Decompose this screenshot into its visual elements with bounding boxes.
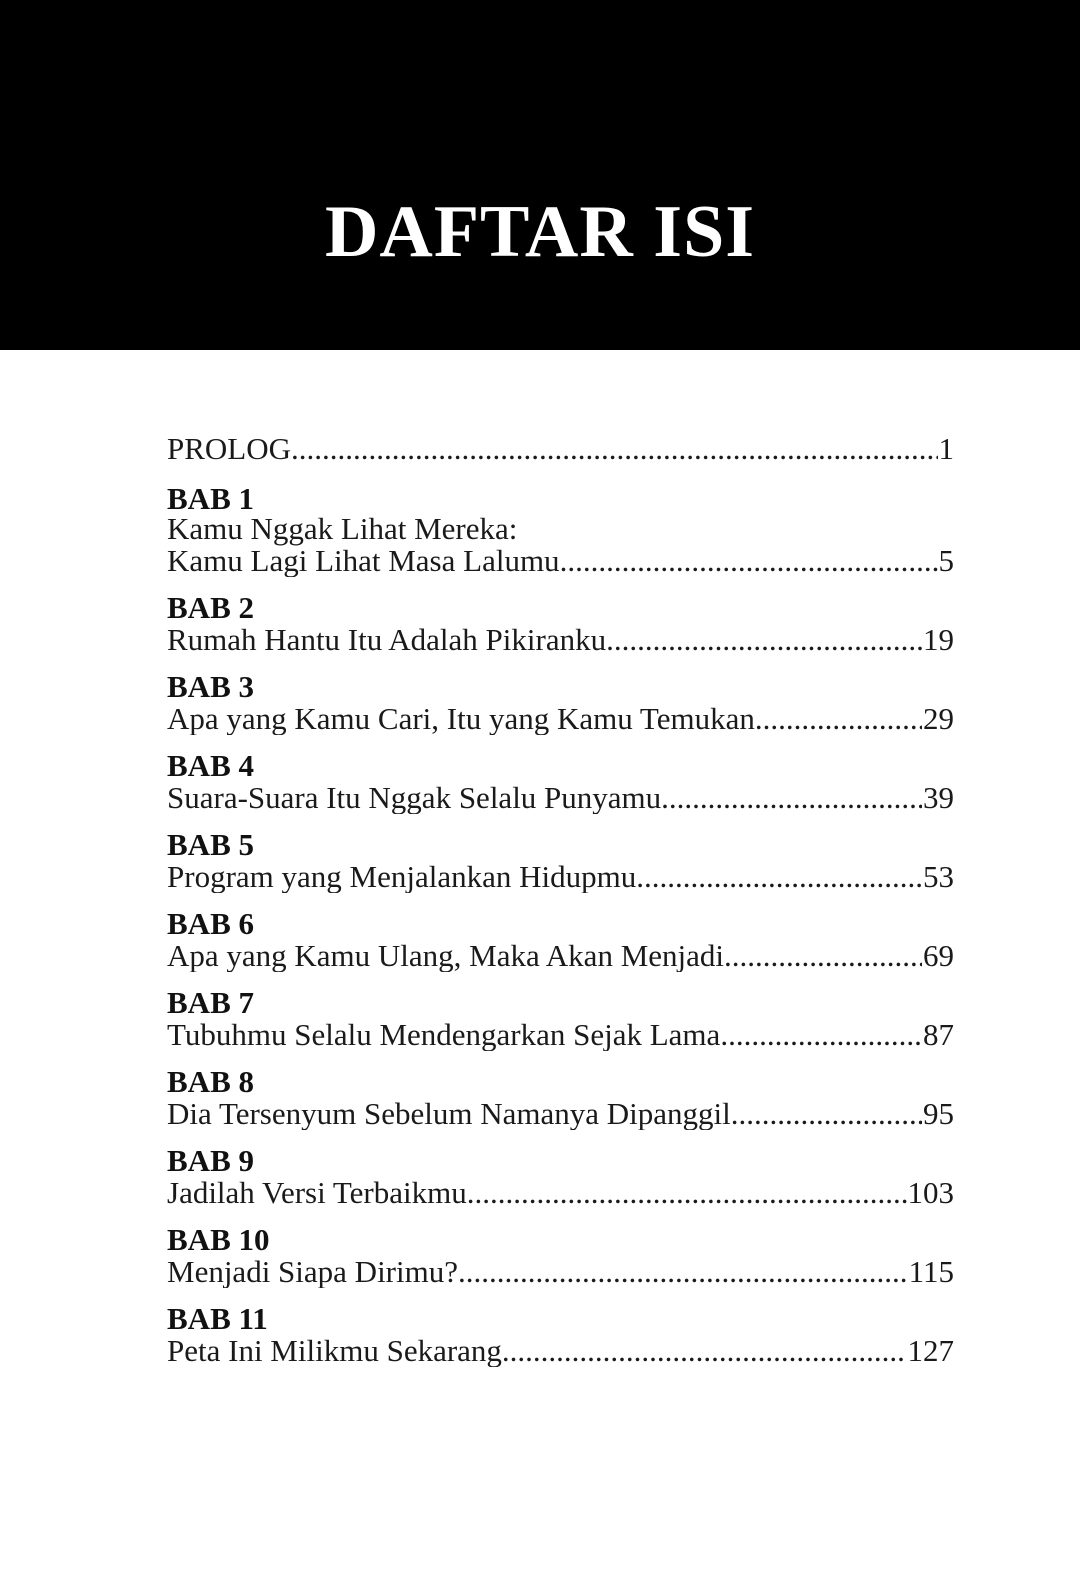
toc-entry-title: Tubuhmu Selalu Mendengarkan Sejak Lama bbox=[167, 1018, 721, 1051]
toc-entry-line bbox=[167, 544, 954, 577]
toc-page-number: 53 bbox=[923, 860, 954, 893]
toc-entry-line bbox=[167, 860, 954, 893]
chapter-label: BAB 2 bbox=[167, 590, 254, 625]
toc-page-number: 29 bbox=[923, 702, 954, 735]
toc-chapter-8[interactable] bbox=[167, 1066, 954, 1130]
toc-entry-line bbox=[167, 1176, 954, 1209]
toc-entry-title: Dia Tersenyum Sebelum Namanya Dipanggil bbox=[167, 1097, 731, 1130]
dot-leader bbox=[724, 939, 922, 972]
toc-chapter-9[interactable] bbox=[167, 1145, 954, 1209]
toc-chapter-5[interactable] bbox=[167, 829, 954, 893]
toc-chapter-10[interactable] bbox=[167, 1224, 954, 1288]
toc-page-number: 19 bbox=[923, 623, 954, 656]
toc-entry-title: Peta Ini Milikmu Sekarang bbox=[167, 1334, 502, 1367]
toc-entry-line bbox=[167, 939, 954, 972]
toc-page-number: 103 bbox=[907, 1176, 954, 1209]
toc-page-number: 127 bbox=[907, 1334, 954, 1367]
table-of-contents bbox=[167, 432, 954, 1367]
chapter-label: BAB 11 bbox=[167, 1301, 268, 1336]
toc-entry-title: Program yang Menjalankan Hidupmu bbox=[167, 860, 637, 893]
toc-entry-line bbox=[167, 1097, 954, 1130]
chapter-label: BAB 6 bbox=[167, 906, 254, 941]
dot-leader bbox=[291, 432, 937, 465]
chapter-label: BAB 5 bbox=[167, 827, 254, 862]
toc-page-number: 69 bbox=[923, 939, 954, 972]
toc-page-number: 1 bbox=[938, 432, 954, 466]
toc-entry-title: Kamu Lagi Lihat Masa Lalumu bbox=[167, 544, 560, 577]
toc-page-number: 87 bbox=[923, 1018, 954, 1051]
toc-entry-line bbox=[167, 1255, 954, 1288]
toc-entry-title: PROLOG bbox=[167, 432, 292, 466]
dot-leader bbox=[458, 1255, 908, 1288]
chapter-label: BAB 10 bbox=[167, 1222, 270, 1257]
chapter-label: BAB 8 bbox=[167, 1064, 254, 1099]
toc-entry-title: Apa yang Kamu Ulang, Maka Akan Menjadi bbox=[167, 939, 725, 972]
dot-leader bbox=[720, 1018, 922, 1051]
header-band bbox=[0, 0, 1080, 350]
toc-chapter-2[interactable] bbox=[167, 592, 954, 656]
chapter-label: BAB 1 bbox=[167, 481, 254, 516]
toc-entry-line bbox=[167, 781, 954, 814]
dot-leader bbox=[606, 623, 922, 656]
dot-leader bbox=[560, 544, 938, 577]
toc-entry-line bbox=[167, 1018, 954, 1051]
chapter-label: BAB 3 bbox=[167, 669, 254, 704]
toc-chapter-1[interactable] bbox=[167, 483, 954, 577]
dot-leader bbox=[502, 1334, 907, 1367]
toc-entry-title: Apa yang Kamu Cari, Itu yang Kamu Temukan bbox=[167, 702, 755, 735]
toc-entry-line bbox=[167, 702, 954, 735]
toc-entry-title: Suara-Suara Itu Nggak Selalu Punyamu bbox=[167, 781, 662, 814]
page-title: DAFTAR ISI bbox=[324, 191, 756, 273]
dot-leader bbox=[636, 860, 922, 893]
toc-chapter-6[interactable] bbox=[167, 908, 954, 972]
toc-entry-prolog[interactable] bbox=[167, 432, 954, 468]
toc-page-number: 5 bbox=[938, 544, 954, 577]
toc-chapter-11[interactable] bbox=[167, 1303, 954, 1367]
toc-page-number: 39 bbox=[923, 781, 954, 814]
dot-leader bbox=[731, 1097, 922, 1130]
toc-entry-title-line: Kamu Nggak Lihat Mereka: bbox=[167, 511, 518, 546]
toc-entry-title: Menjadi Siapa Dirimu? bbox=[167, 1255, 458, 1288]
toc-page-number: 95 bbox=[923, 1097, 954, 1130]
dot-leader bbox=[755, 702, 922, 735]
toc-entry-line bbox=[167, 623, 954, 656]
chapter-label: BAB 9 bbox=[167, 1143, 254, 1178]
toc-entry-line bbox=[167, 1334, 954, 1367]
toc-page-number: 115 bbox=[908, 1255, 954, 1288]
dot-leader bbox=[661, 781, 922, 814]
toc-chapter-4[interactable] bbox=[167, 750, 954, 814]
toc-entry-title: Jadilah Versi Terbaikmu bbox=[167, 1176, 467, 1209]
toc-chapter-7[interactable] bbox=[167, 987, 954, 1051]
chapter-label: BAB 7 bbox=[167, 985, 254, 1020]
chapter-label: BAB 4 bbox=[167, 748, 254, 783]
dot-leader bbox=[467, 1176, 907, 1209]
toc-chapter-3[interactable] bbox=[167, 671, 954, 735]
toc-entry-title: Rumah Hantu Itu Adalah Pikiranku bbox=[167, 623, 607, 656]
